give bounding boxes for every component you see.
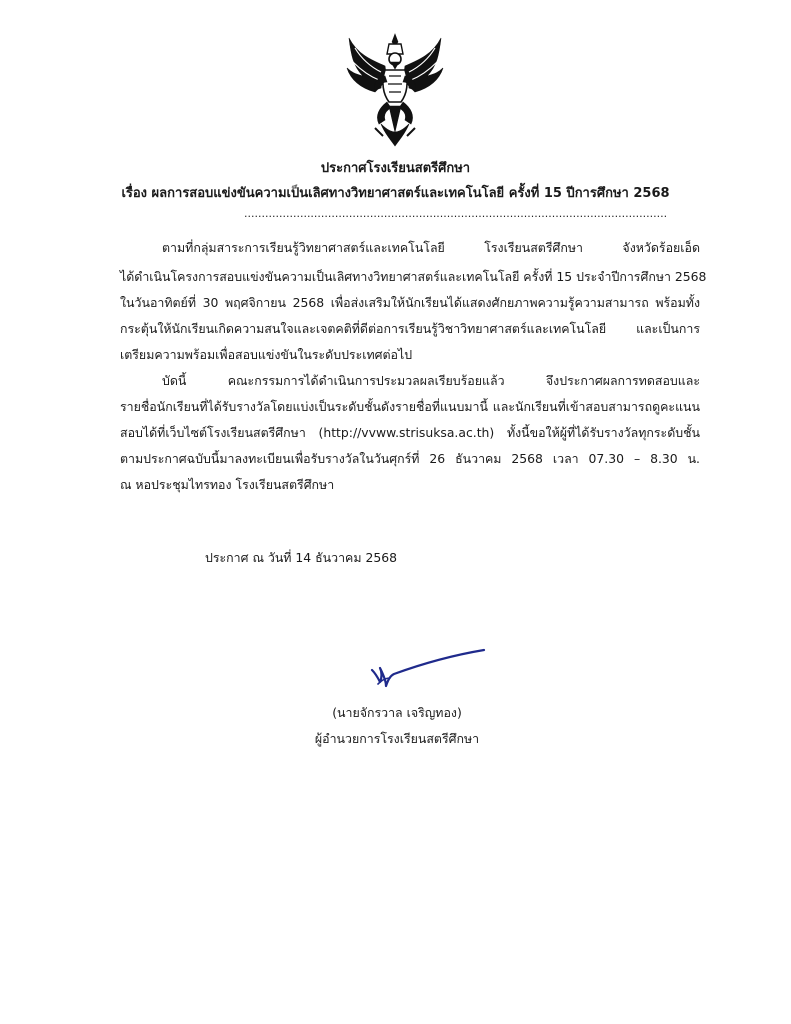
body-line: ตามที่กลุ่มสาระการเรียนรู้วิทยาศาสตร์และเทคโนโลยี โรงเรียนสตรีศึกษา จังหวัดร้อยเอ็ด xyxy=(162,240,700,255)
body-line: ณ หอประชุมไทรทอง โรงเรียนสตรีศึกษา xyxy=(120,477,335,492)
document-subject: เรื่อง ผลการสอบแข่งขันความเป็นเลิศทางวิทยาศาสตร์และเทคโนโลยี ครั้งที่ 15 ปีการศึกษา 2568 xyxy=(121,186,670,201)
title-divider: ......................................................................................................................... xyxy=(244,207,668,220)
body-line: เตรียมความพร้อมเพื่อสอบแข่งขันในระดับประเทศต่อไป xyxy=(120,347,413,362)
signer-name: (นายจักรวาล เจริญทอง) xyxy=(332,705,462,720)
announcement-date: ประกาศ ณ วันที่ 14 ธันวาคม 2568 xyxy=(205,550,397,565)
signer-position: ผู้อำนวยการโรงเรียนสตรีศึกษา xyxy=(314,731,480,746)
body-line: กระตุ้นให้นักเรียนเกิดความสนใจและเจตคติที่ดีต่อการเรียนรู้วิชาวิทยาศาสตร์และเทคโนโลยี และเป็นการ xyxy=(120,321,700,336)
body-line: ในวันอาทิตย์ที่ 30 พฤศจิกายน 2568 เพื่อส่งเสริมให้นักเรียนได้แสดงศักยภาพความรู้ความสามารถ พร้อมทั้ง xyxy=(120,295,700,310)
handwritten-signature xyxy=(368,648,488,690)
body-line: ได้ดำเนินโครงการสอบแข่งขันความเป็นเลิศทางวิทยาศาสตร์และเทคโนโลยี ครั้งที่ 15 ประจำปีการศึกษา 2568 xyxy=(120,269,707,284)
body-line: รายชื่อนักเรียนที่ได้รับรางวัลโดยแบ่งเป็นระดับชั้นดังรายชื่อที่แนบมานี้ และนักเรียนที่เข้าสอบสามารถดูคะแนน xyxy=(120,399,700,414)
garuda-emblem-icon xyxy=(345,32,445,148)
body-line: บัดนี้ คณะกรรมการได้ดำเนินการประมวลผลเรียบร้อยแล้ว จึงประกาศผลการทดสอบและ xyxy=(162,373,700,388)
document-title: ประกาศโรงเรียนสตรีศึกษา xyxy=(320,161,471,176)
body-line: ตามประกาศฉบับนี้มาลงทะเบียนเพื่อรับรางวัลในวันศุกร์ที่ 26 ธันวาคม 2568 เวลา 07.30 – 8.30 น. xyxy=(120,451,700,466)
body-line: สอบได้ที่เว็บไซต์โรงเรียนสตรีศึกษา (http://vvww.strisuksa.ac.th) ทั้งนี้ขอให้ผู้ที่ได้รับรางวัลทุกระดับชั้น xyxy=(120,425,700,440)
